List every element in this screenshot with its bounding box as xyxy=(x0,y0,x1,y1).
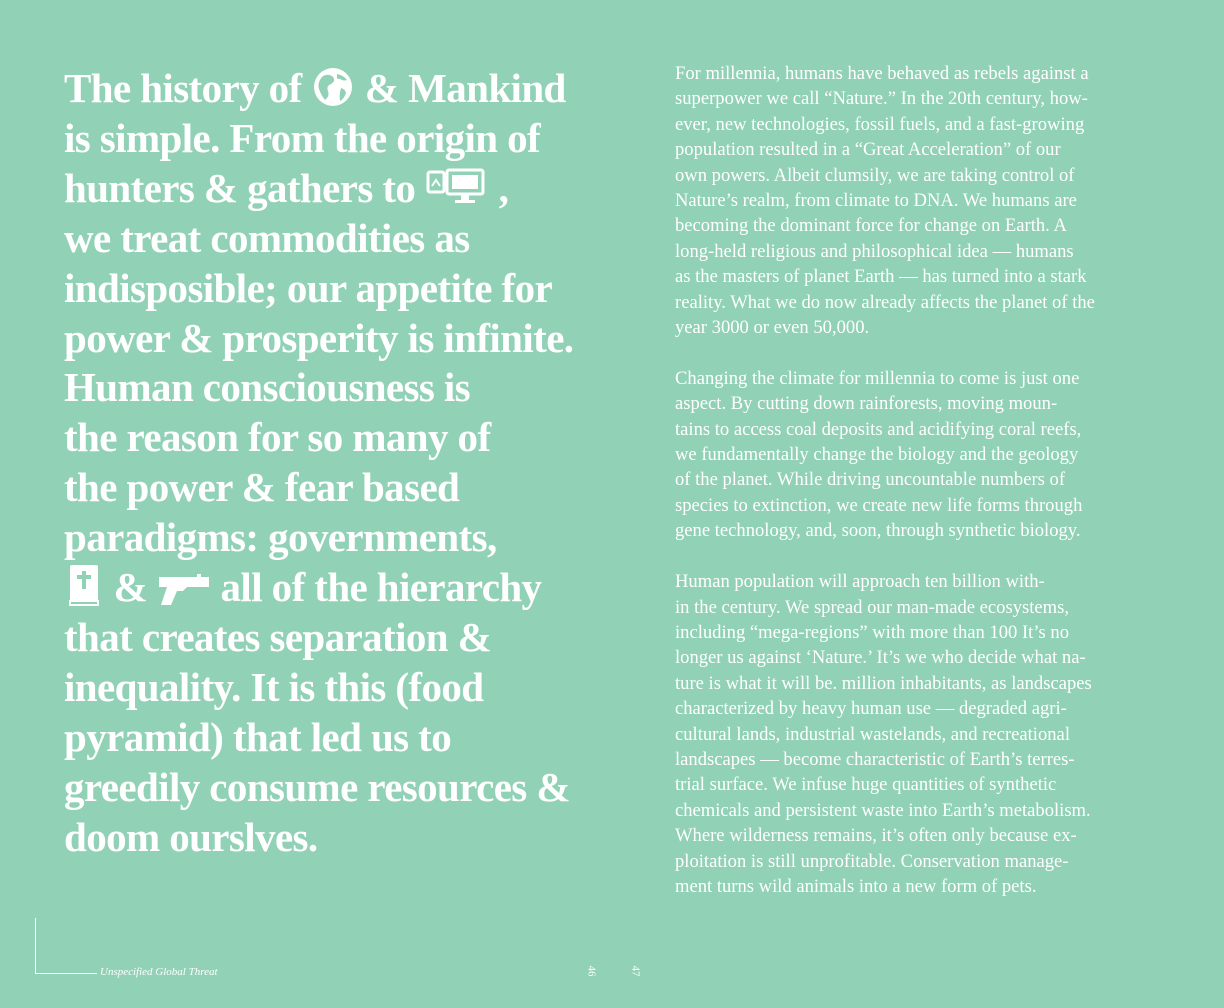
headline-line: hunters & gathers to , xyxy=(64,164,509,211)
footer-title: Unspecified Global Threat xyxy=(100,966,218,978)
page-number-left: 46 xyxy=(585,965,598,977)
globe-icon xyxy=(311,66,355,108)
paragraph: For millennia, humans have behaved as rebels against a superpower we call “Nature.” In the 20th century, how- ever, new technologies, fossil fuels, and a fast-growing population resulted in a “Great Acceleration” of our own powers. Albeit clumsily, we are taking control of Nature’s realm, from climate to DNA. We humans are becoming the dominant force for change on Earth. A long-held religious and philosophical idea — humans as the masters of planet Earth — has turned into a stark reality. What we do now already affects the planet of the year 3000 or even 50,000. xyxy=(675,63,1095,339)
corner-frame-vertical xyxy=(35,918,36,974)
gun-icon xyxy=(157,571,211,607)
paragraph: Human population will approach ten billion with- in the century. We spread our man-made ecosystems, including “mega-regions” with more than 100 It’s no longer us against ‘Nature.’ It’s we who decide what na- ture is what it will be. million inhabitants, as landscapes characterized by heavy human use — degraded agri- cultural lands, industrial wastelands, and recreational landscapes — become characteristic of Earth’s terres- trial surface. We infuse huge quantities of synthetic chemicals and persistent waste into Earth’s metabolism. Where wilderness remains, it’s often only because ex- ploitation is still unprofitable. Conservation manage- ment turns wild animals into a new form of pets. xyxy=(675,571,1092,897)
headline-line: Human consciousness is xyxy=(64,364,471,411)
paragraph: Changing the climate for millennia to come is just one aspect. By cutting down rainforests, moving moun- tains to access coal deposits and acidifying coral reefs, we fundamentally change the biology and the geology of the planet. While driving uncountable numbers of species to extinction, we create new life forms through gene technology, and, soon, through synthetic biology. xyxy=(675,367,1083,542)
page-number-right: 47 xyxy=(629,965,642,977)
headline-line: indisposible; our appetite for xyxy=(64,264,553,311)
headline-line: the reason for so many of xyxy=(64,414,491,461)
devices-icon xyxy=(425,168,489,208)
headline-line: that creates separation & xyxy=(64,613,492,660)
headline-line: doom ourslves. xyxy=(64,813,318,860)
bible-icon xyxy=(64,563,104,607)
headline-line: inequality. It is this (food xyxy=(64,663,484,710)
corner-frame-horizontal xyxy=(35,973,97,974)
headline xyxy=(64,64,584,863)
headline-line: The history of & Mankind xyxy=(64,65,566,111)
headline-line: pyramid) that led us to xyxy=(64,713,452,760)
headline-line: the power & fear based xyxy=(64,464,460,511)
headline-line: & all of the hierarchy xyxy=(64,563,584,613)
headline-line: is simple. From the origin of xyxy=(64,114,541,161)
headline-line: paradigms: governments, xyxy=(64,514,497,561)
headline-line: greedily consume resources & xyxy=(64,763,570,810)
headline-line: power & prosperity is infinite. xyxy=(64,314,574,361)
headline-line: we treat commodities as xyxy=(64,214,470,261)
body-text xyxy=(675,61,1155,925)
